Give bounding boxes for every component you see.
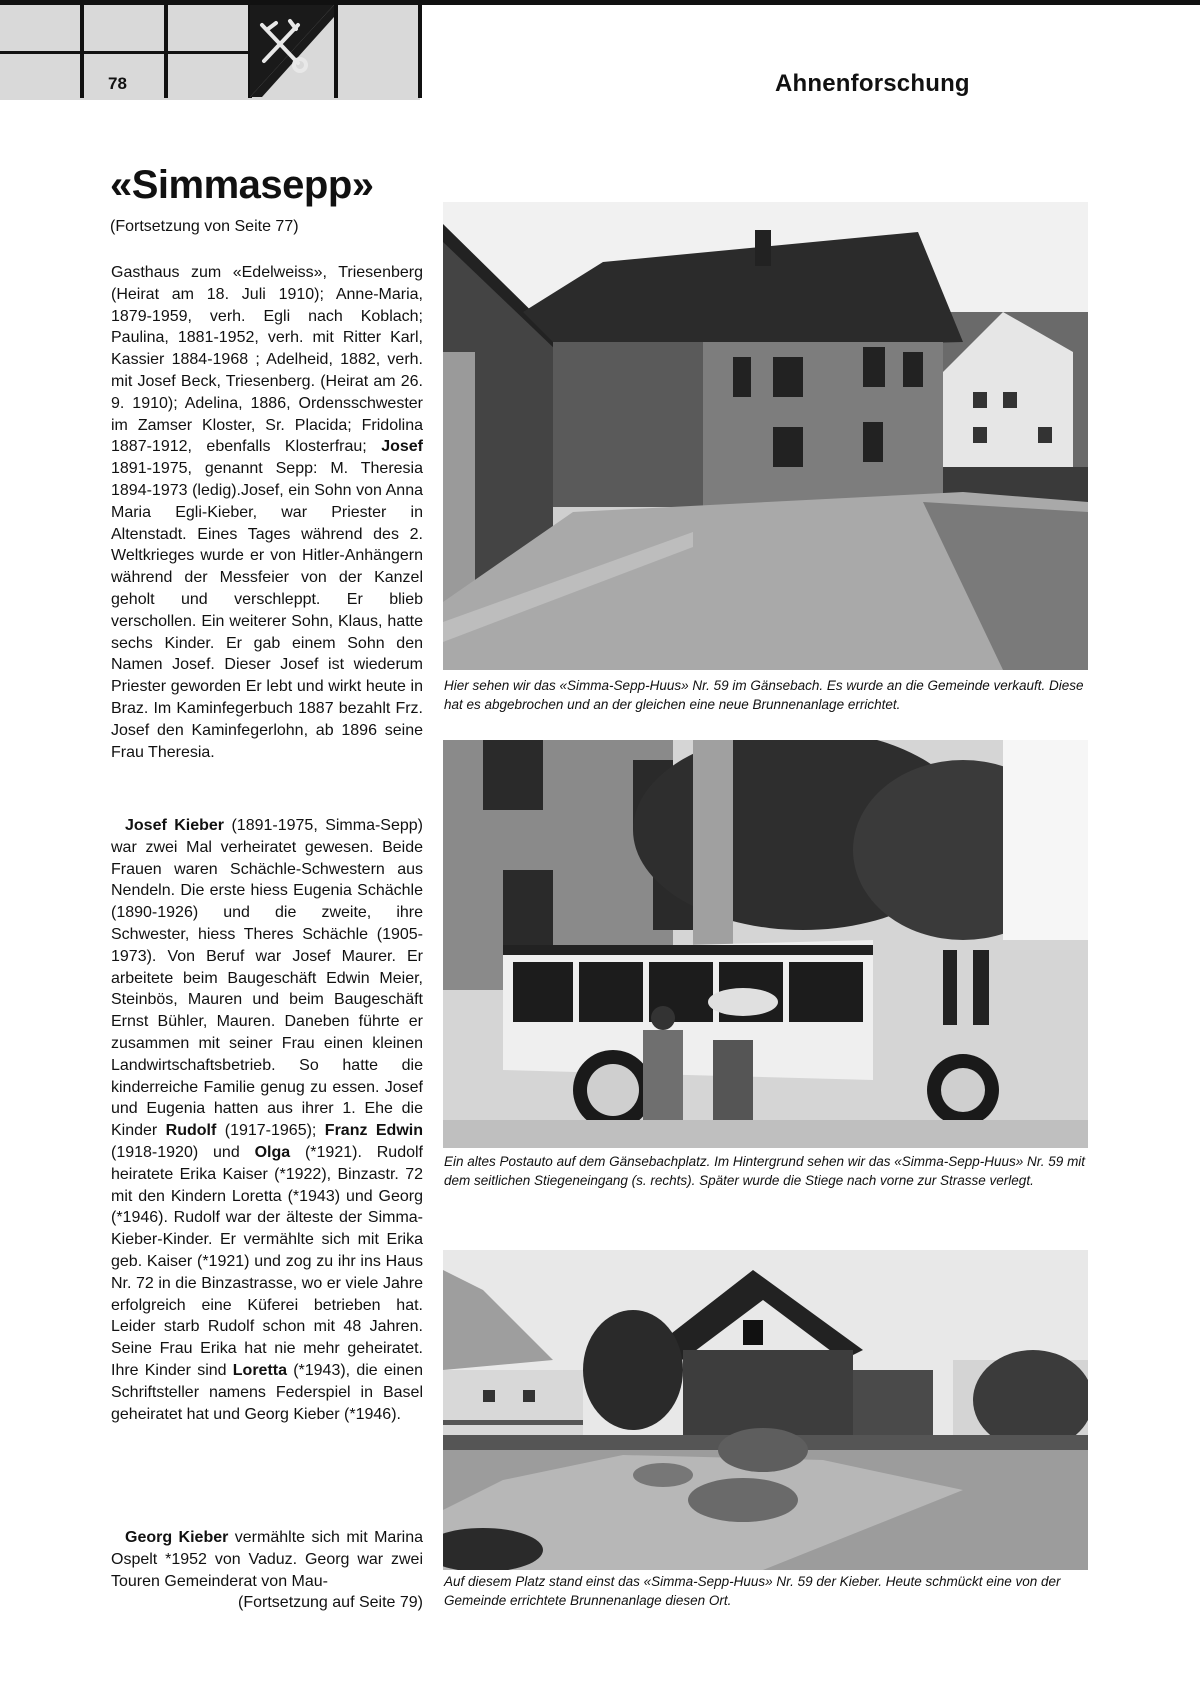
coat-of-arms-icon [250,5,334,97]
bold-name: Olga [254,1143,291,1161]
photo-caption: Auf diesem Platz stand einst das «Simma-Sepp-Huus» Nr. 59 der Kieber. Heute schmückt eine von der Gemeinde errichtete Brunnenanlage diesen Ort. [444,1574,1061,1608]
paragraph-text: (1917-1965); [224,1122,317,1140]
page-number: 78 [108,74,127,93]
article-paragraph [111,262,423,763]
photo-fountain-plaza [443,1250,1088,1570]
article-paragraph [111,1527,423,1614]
bold-name: Loretta [232,1361,287,1379]
paragraph-text: (*1921). Rudolf heiratete Erika Kaiser (*1922), Binzastr. 72 mit den Kindern Loretta (*1943) und Georg (*1946). Rudolf war der älteste der Simma-Kieber-Kinder. Er vermählte sich mit Erika geb. Kaiser (*1921) und zog zu ihr ins Haus Nr. 72 in die Binzastrasse, wo er viele Jahre erfolgreich eine Küferei betrieben hat. Leider starb Rudolf schon mit 48 Jahren. Seine Frau Erika hat nie mehr geheiratet. Ihre Kinder sind [111,1143,423,1379]
article-subtitle: (Fortsetzung von Seite 77) [110,218,299,235]
paragraph-text: (*1943), die einen Schriftsteller namens Federspiel in Basel geheiratet hat und Georg Kieber (*1946). [111,1361,424,1423]
section-title: Ahnenforschung [775,70,970,97]
paragraph-text: 1891-1975, genannt Sepp: M. Theresia 1894-1973 (ledig).Josef, ein Sohn von Anna Maria Egli-Kieber, war Priester in Altenstadt. Eines Tages während des 2. Weltkrieges wurde er von Hitler-Anhängern während der Messfeier von der Kanzel geholt und verschleppt. Er blieb verschollen. Ein weiterer Sohn, Klaus, hatte sechs Kinder. Er gab einem Sohn den Namen Josef. Dieser Josef ist wiederum Priester geworden Er lebt und wirkt heute in Braz. Im Kaminfegerbuch 1887 bezahlt Frz. Josef den Kaminfegerlohn, ab 1896 seine Frau Theresia. [111,460,423,761]
bold-name: Josef [381,438,423,456]
photo-caption: Ein altes Postauto auf dem Gänsebachplatz. Im Hintergrund sehen wir das «Simma-Sepp-Huus» Nr. 59 mit dem seitlichen Stiegeneingang (s. rechts). Später wurde die Stiege nach vorne zur Strasse verlegt. [444,1154,1086,1188]
photo-caption: Hier sehen wir das «Simma-Sepp-Huus» Nr. 59 im Gänsebach. Es wurde an die Gemeinde verkauft. Diese hat es abgebrochen und an der gleichen eine neue Brunnenanlage errichtet. [444,678,1084,712]
photo-old-postbus [443,740,1088,1148]
header-grid-line [0,51,252,54]
header-rule [0,0,1200,5]
paragraph-text: Gasthaus zum «Edelweiss», Triesenberg (Heirat am 18. Juli 1910); Anne-Maria, 1879-1959, verh. Egli nach Koblach; Paulina, 1881-1952, verh. mit Ritter Karl, Kassier 1884-1968 ; Adelheid, 1882, verh. mit Josef Beck, Triesenberg. (Heirat am 26. 9. 1910); Adelina, 1886, Ordensschwester im Zamser Kloster, Sr. Placida; Fridolina 1887-1912, ebenfalls Klosterfrau; [111,264,423,456]
article-paragraph [111,815,423,1425]
bold-name: Rudolf [165,1122,217,1140]
continuation-note: (Fortsetzung auf Seite 79) [238,1594,423,1612]
bold-name: Georg Kieber [125,1529,229,1546]
article-title: «Simmasepp» [110,163,374,207]
header-grid-line [334,5,338,98]
header-grid-line [164,5,168,98]
page-header [0,0,1200,100]
paragraph-text: vermählte sich mit Marina Ospelt *1952 von Vaduz. Georg war zwei Touren Gemeinderat von Mau- [111,1529,423,1590]
header-grid-line [80,5,84,98]
paragraph-text: (1918-1920) und [111,1143,240,1161]
bold-name: Josef Kieber [125,817,225,834]
bold-name: Franz Edwin [324,1122,423,1140]
paragraph-text: (1891-1975, Simma-Sepp) war zwei Mal verheiratet gewesen. Beide Frauen waren Schächle-Schwestern aus Nendeln. Die erste hiess Eugenia Schächle (1890-1926) und die zweite, ihre Schwester, hiess Theres Schächle (1905-1973). Von Beruf war Josef Maurer. Er arbeitete beim Baugeschäft Edwin Meier, Steinbös, Mauren und beim Baugeschäft Ernst Bühler, Mauren. Daneben führte er zusammen mit seiner Frau einen kleinen Landwirtschaftsbetrieb. So hatte die kinderreiche Familie genug zu essen. Josef und Eugenia hatten aus ihrer 1. Ehe die Kinder [111,817,423,1140]
header-grid-line [418,5,422,98]
photo-house-street [443,202,1088,670]
